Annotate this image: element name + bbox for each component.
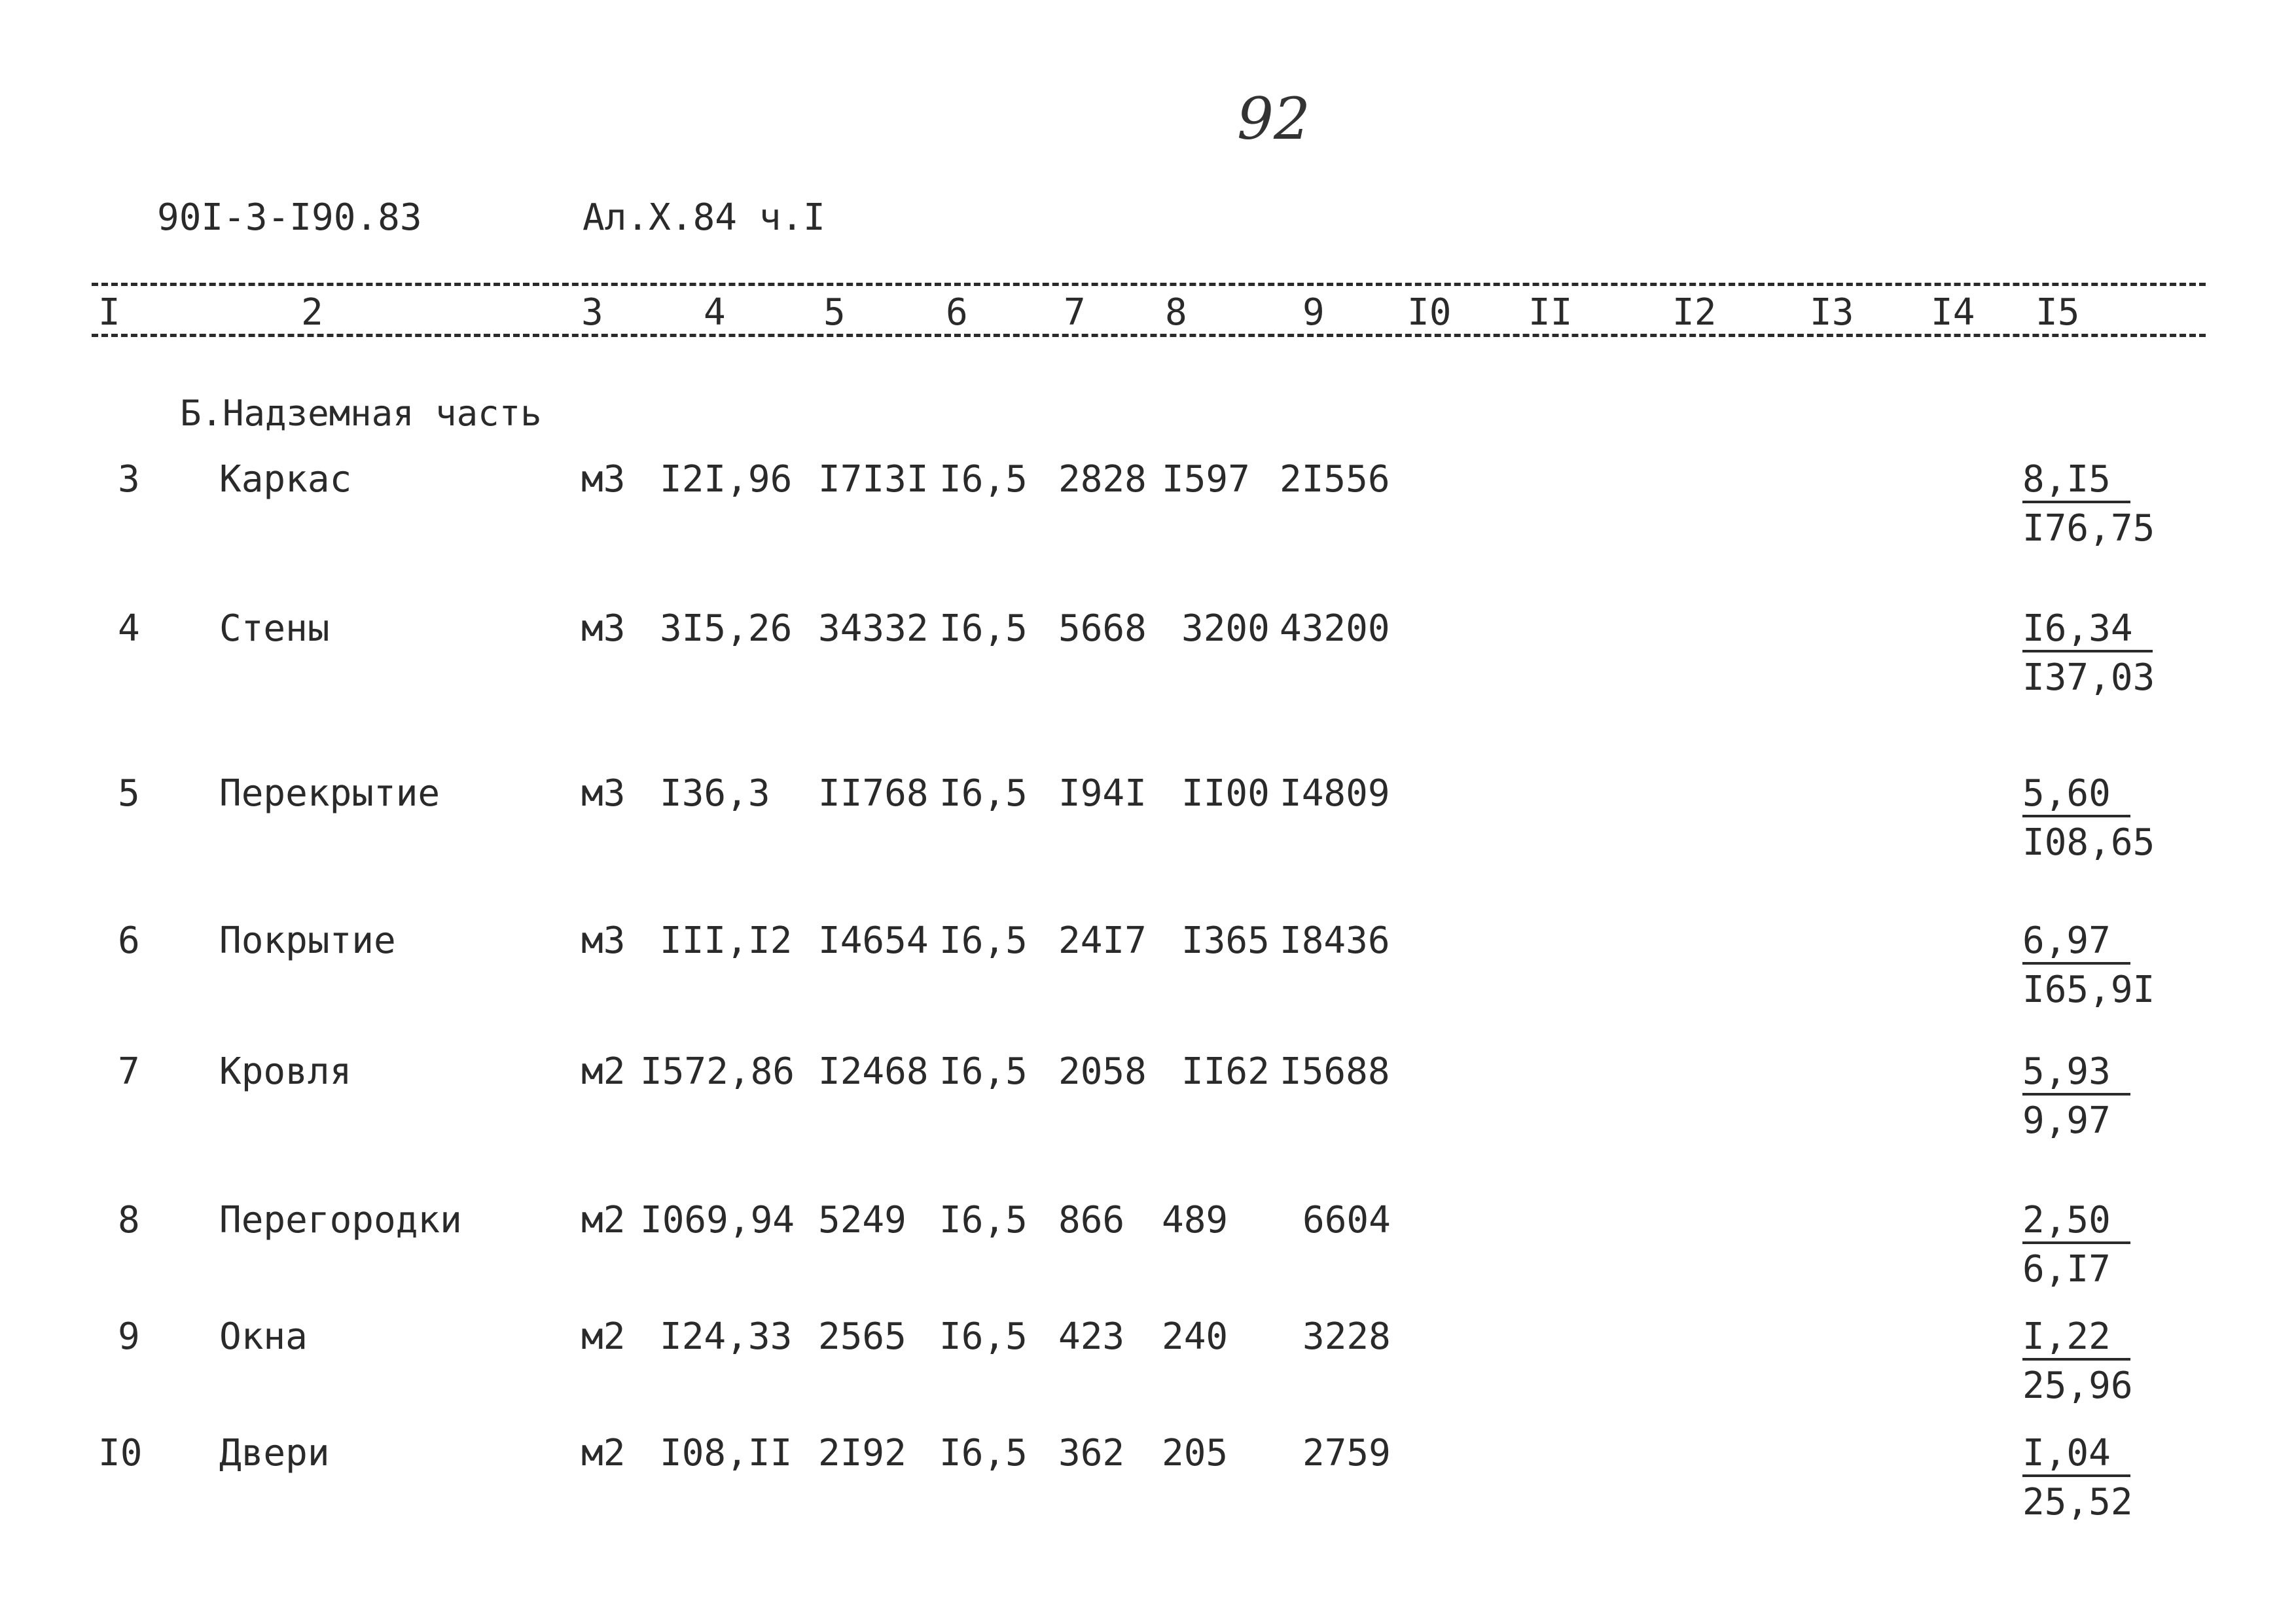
unit: м2 [581, 1432, 626, 1474]
col-6-value: I6,5 [939, 458, 1028, 501]
item-name: Стены [219, 607, 330, 650]
col-9-value: 3228 [1302, 1315, 1391, 1358]
col-15-top [2022, 919, 2130, 965]
col-15-bottom: I76,75 [2022, 507, 2155, 550]
col-7-value: 362 [1058, 1432, 1125, 1474]
col-15-bottom: 25,52 [2022, 1481, 2133, 1524]
document-reference: Ал.Х.84 ч.I [583, 196, 825, 239]
column-header: 4 [704, 291, 726, 334]
document-code: 90I-3-I90.83 [157, 196, 422, 239]
col-15-bottom: I08,65 [2022, 821, 2155, 864]
unit: м3 [581, 772, 626, 815]
col-15-bottom: I65,9I [2022, 969, 2155, 1011]
column-header: 7 [1064, 291, 1086, 334]
item-name: Каркас [219, 458, 352, 501]
unit: м2 [581, 1315, 626, 1358]
column-header: 3 [581, 291, 603, 334]
col-9-value: I5688 [1280, 1050, 1390, 1093]
col-7-value: 2058 [1058, 1050, 1147, 1093]
column-header: I2 [1672, 291, 1717, 334]
fraction-numerator: 8,I5 [2022, 458, 2130, 503]
col-9-value: 2759 [1302, 1432, 1391, 1474]
page-number: 92 [1237, 85, 1310, 152]
column-header: 2 [301, 291, 323, 334]
col-8-value: 489 [1162, 1199, 1229, 1241]
column-header: II [1528, 291, 1573, 334]
col-8-value: 205 [1162, 1432, 1229, 1474]
col-9-value: I8436 [1280, 919, 1390, 962]
col-5-value: I2468 [818, 1050, 929, 1093]
section-title: Б.Надземная часть [180, 393, 542, 434]
col-5-value: 5249 [818, 1199, 906, 1241]
fraction-numerator: 5,93 [2022, 1050, 2130, 1096]
col-15-top [2022, 1050, 2130, 1096]
col-6-value: I6,5 [939, 1199, 1028, 1241]
col-7-value: 2828 [1058, 458, 1147, 501]
col-7-value: I94I [1058, 772, 1147, 815]
fraction-numerator: 2,50 [2022, 1199, 2130, 1244]
col-6-value: I6,5 [939, 919, 1028, 962]
header-top-rule [92, 283, 2206, 286]
item-name: Двери [219, 1432, 330, 1474]
col-8-value: I597 [1162, 458, 1250, 501]
col-4-value: I2I,96 [660, 458, 793, 501]
col-15-bottom: 6,I7 [2022, 1248, 2111, 1291]
column-header: I0 [1407, 291, 1452, 334]
column-header: I4 [1931, 291, 1975, 334]
col-8-value: I365 [1181, 919, 1270, 962]
fraction-numerator: 5,60 [2022, 772, 2130, 817]
unit: м3 [581, 607, 626, 650]
col-5-value: 34332 [818, 607, 929, 650]
fraction-numerator: I,04 [2022, 1432, 2130, 1477]
item-name: Перегородки [219, 1199, 462, 1241]
col-5-value: I4654 [818, 919, 929, 962]
column-header: I5 [2036, 291, 2080, 334]
row-number: I0 [98, 1432, 143, 1474]
col-15-top [2022, 1315, 2130, 1361]
col-6-value: I6,5 [939, 772, 1028, 815]
col-4-value: I572,86 [640, 1050, 795, 1093]
column-header: 6 [946, 291, 968, 334]
col-9-value: 43200 [1280, 607, 1390, 650]
col-7-value: 24I7 [1058, 919, 1147, 962]
col-6-value: I6,5 [939, 1315, 1028, 1358]
col-9-value: 2I556 [1280, 458, 1390, 501]
col-5-value: I7I3I [818, 458, 929, 501]
col-9-value: I4809 [1280, 772, 1390, 815]
col-15-top [2022, 1199, 2130, 1244]
item-name: Перекрытие [219, 772, 440, 815]
col-5-value: 2I92 [818, 1432, 906, 1474]
col-6-value: I6,5 [939, 1050, 1028, 1093]
col-5-value: 2565 [818, 1315, 906, 1358]
item-name: Кровля [219, 1050, 352, 1093]
col-7-value: 423 [1058, 1315, 1125, 1358]
row-number: 8 [118, 1199, 140, 1241]
item-name: Покрытие [219, 919, 396, 962]
column-header: 5 [823, 291, 846, 334]
col-8-value: 3200 [1181, 607, 1270, 650]
column-header: I3 [1810, 291, 1854, 334]
col-6-value: I6,5 [939, 1432, 1028, 1474]
col-7-value: 5668 [1058, 607, 1147, 650]
row-number: 7 [118, 1050, 140, 1093]
col-15-top [2022, 772, 2130, 817]
col-4-value: III,I2 [660, 919, 793, 962]
column-header: I [98, 291, 120, 334]
col-15-top [2022, 1432, 2130, 1477]
column-header: 9 [1302, 291, 1325, 334]
row-number: 6 [118, 919, 140, 962]
col-4-value: 3I5,26 [660, 607, 793, 650]
col-4-value: I069,94 [640, 1199, 795, 1241]
unit: м2 [581, 1050, 626, 1093]
col-4-value: I24,33 [660, 1315, 793, 1358]
col-7-value: 866 [1058, 1199, 1125, 1241]
row-number: 9 [118, 1315, 140, 1358]
column-header: 8 [1165, 291, 1187, 334]
col-4-value: I08,II [660, 1432, 793, 1474]
col-5-value: II768 [818, 772, 929, 815]
row-number: 3 [118, 458, 140, 501]
col-15-bottom: I37,03 [2022, 656, 2155, 699]
col-8-value: II62 [1181, 1050, 1270, 1093]
row-number: 5 [118, 772, 140, 815]
col-9-value: 6604 [1302, 1199, 1391, 1241]
unit: м3 [581, 919, 626, 962]
header-bottom-rule [92, 334, 2206, 337]
unit: м2 [581, 1199, 626, 1241]
row-number: 4 [118, 607, 140, 650]
col-8-value: II00 [1181, 772, 1270, 815]
col-15-top [2022, 607, 2153, 652]
col-15-bottom: 9,97 [2022, 1099, 2111, 1142]
fraction-numerator: I6,34 [2022, 607, 2153, 652]
unit: м3 [581, 458, 626, 501]
fraction-numerator: 6,97 [2022, 919, 2130, 965]
col-6-value: I6,5 [939, 607, 1028, 650]
col-8-value: 240 [1162, 1315, 1229, 1358]
col-15-top [2022, 458, 2130, 503]
col-4-value: I36,3 [660, 772, 770, 815]
fraction-numerator: I,22 [2022, 1315, 2130, 1361]
col-15-bottom: 25,96 [2022, 1364, 2133, 1407]
item-name: Окна [219, 1315, 308, 1358]
